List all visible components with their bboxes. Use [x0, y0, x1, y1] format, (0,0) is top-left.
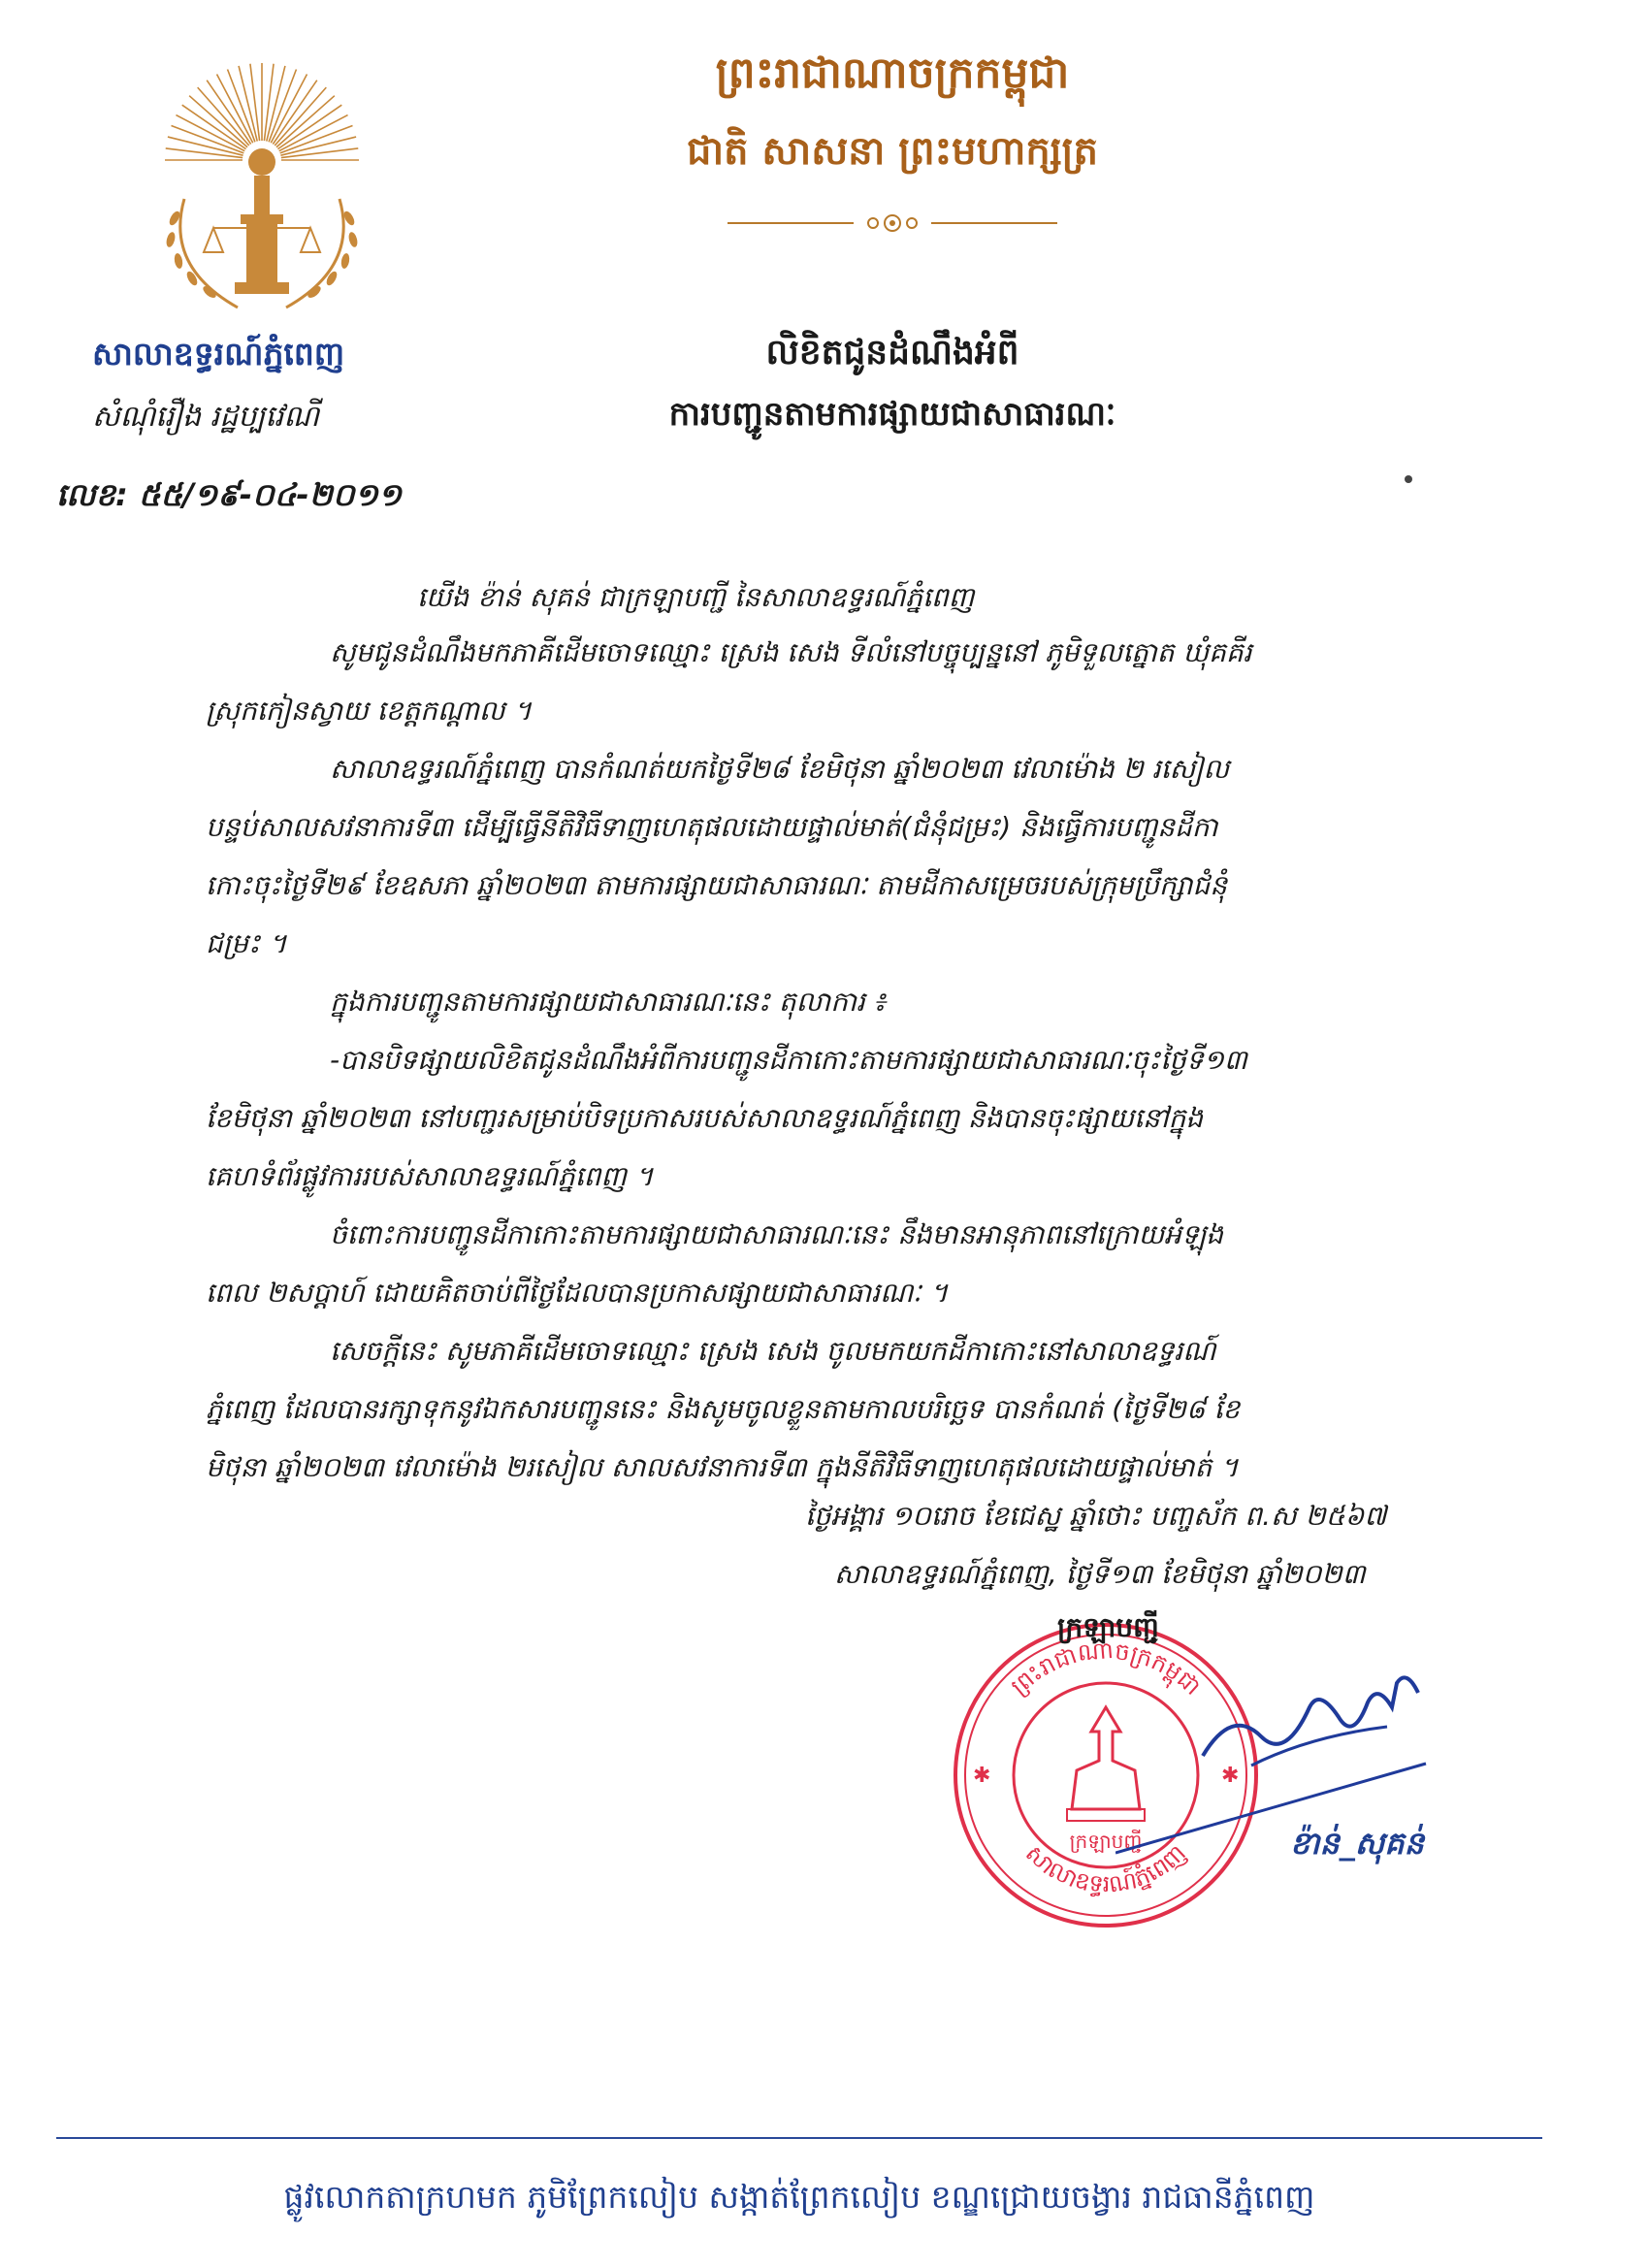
document-subtitle: ការបញ្ជូនតាមការផ្សាយជាសាធារណៈ: [668, 395, 1116, 434]
lunar-date: ថ្ងៃអង្គារ ១០រោច ខែជេស្ឋ ឆ្នាំថោះ បញ្ចស័ក ព.ស ២៥៦៧: [805, 1500, 1387, 1532]
body-paragraph-hearing: សាលាឧទ្ធរណ៍ភ្នំពេញ បានកំណត់យកថ្ងៃទី២៨ ខែមិថុនា ឆ្នាំ២០២៣ វេលាម៉ោង ២ រសៀល: [330, 753, 1230, 785]
body-paragraph-summons-cont: មិថុនា ឆ្នាំ២០២៣ វេលាម៉ោង ២រសៀល សាលសវនាការទី៣ ក្នុងនីតិវិធីទាញហេតុផលដោយផ្ទាល់មាត់ ។: [206, 1451, 1239, 1483]
body-paragraph-summons-cont: ភ្នំពេញ ដែលបានរក្សាទុកនូវឯកសារបញ្ជូននេះ និងសូមចូលខ្លួនតាមកាលបរិច្ឆេទ បានកំណត់ (ថ្ងៃទី២៨ ខែ: [206, 1393, 1241, 1425]
body-paragraph-hearing-cont: ជម្រះ ។: [206, 927, 287, 959]
footer-divider: [56, 2137, 1542, 2139]
body-paragraph-posted-cont: ខែមិថុនា ឆ្នាំ២០២៣ នៅបញ្ជរសម្រាប់បិទប្រកាសរបស់សាលាឧទ្ធរណ៍ភ្នំពេញ និងបានចុះផ្សាយនៅក្នុង: [206, 1102, 1204, 1134]
stray-mark: [1405, 475, 1412, 483]
footer-address: ផ្លូវលោកតាក្រហមក ភូមិព្រែកលៀប សង្កាត់ព្រែកលៀប ខណ្ឌជ្រោយចង្វារ រាជធានីភ្នំពេញ: [283, 2178, 1315, 2216]
body-paragraph-notice-cont: ស្រុកកៀនស្វាយ ខេត្តកណ្ដាល ។: [206, 695, 532, 727]
body-paragraph-hearing-cont: បន្ទប់សាលសវនាការទី៣ ដើម្បីធ្វើនីតិវិធីទាញហេតុផលដោយផ្ទាល់មាត់(ជំនុំជម្រះ) និងធ្វើការបញ្ជូនដីកា: [206, 811, 1218, 843]
body-paragraph-notice: សូមជូនដំណឹងមកភាគីដើមចោទឈ្មោះ ស្រេង សេង ទីលំនៅបច្ចុប្បន្ននៅ ភូមិទួលត្នោត ឃុំគគីរ: [330, 636, 1252, 668]
signer-name: ខ៉ាន់_សុគន់: [1290, 1825, 1424, 1862]
document-title: លិខិតជូនដំណឹងអំពី: [765, 333, 1019, 373]
national-motto: ជាតិ សាសនា ព្រះមហាក្សត្រ: [687, 128, 1098, 174]
svg-text:✱: ✱: [1221, 1764, 1240, 1788]
kingdom-title: ព្រះរាជាណាចក្រកម្ពុជា: [715, 49, 1070, 98]
issue-place-date: សាលាឧទ្ធរណ៍ភ្នំពេញ, ថ្ងៃទី១៣ ខែមិថុនា ឆ្នាំ២០២៣: [834, 1558, 1366, 1590]
body-paragraph-hearing-cont: កោះចុះថ្ងៃទី២៩ ខែឧសភា ឆ្នាំ២០២៣ តាមការផ្សាយជាសាធារណៈ តាមដីកាសម្រេចរបស់ក្រុមប្រឹក្សាជំនុំ: [206, 869, 1227, 901]
svg-text:✱: ✱: [973, 1764, 991, 1788]
court-name: សាលាឧទ្ធរណ៍ភ្នំពេញ: [92, 335, 345, 373]
body-paragraph-effect: ចំពោះការបញ្ជូនដីកាកោះតាមការផ្សាយជាសាធារណៈនេះ នឹងមានអានុភាពនៅក្រោយអំឡុង: [330, 1218, 1224, 1250]
body-paragraph-effect-cont: ពេល ២សប្ដាហ៍ ដោយគិតចាប់ពីថ្ងៃដែលបានប្រកាសផ្សាយជាសាធារណៈ ។: [206, 1277, 949, 1309]
svg-text:សាលាឧទ្ធរណ៍ភ្នំពេញ: សាលាឧទ្ធរណ៍ភ្នំពេញ: [1019, 1838, 1191, 1898]
header-ornament: [718, 209, 1067, 238]
body-paragraph-posted-cont: គេហទំព័រផ្លូវការរបស់សាលាឧទ្ធរណ៍ភ្នំពេញ ។: [206, 1160, 654, 1192]
body-paragraph-posted: -បានបិទផ្សាយលិខិតជូនដំណឹងអំពីការបញ្ជូនដីកាកោះតាមការផ្សាយជាសាធារណៈចុះថ្ងៃទី១៣: [330, 1044, 1247, 1076]
signer-title: ក្រឡាបញ្ជី: [1057, 1611, 1159, 1643]
svg-text:ក្រឡាបញ្ជី: ក្រឡាបញ្ជី: [1069, 1830, 1143, 1853]
reference-number: លេខ: ៥៥/១៩-០៤-២០១១: [56, 476, 402, 513]
body-intro: យើង ខ៉ាន់ សុគន់ ជាក្រឡាបញ្ជី នៃសាលាឧទ្ធរណ៍ភ្នំពេញ: [417, 581, 975, 613]
body-paragraph-publication: ក្នុងការបញ្ជូនតាមការផ្សាយជាសាធារណៈនេះ តុលាការ ៖: [330, 986, 886, 1018]
court-emblem: [146, 53, 378, 325]
case-division: សំណុំរឿង រដ្ឋប្បវេណី: [92, 400, 319, 434]
svg-text:ព្រះរាជាណាចក្រកម្ពុជា: ព្រះរាជាណាចក្រកម្ពុជា: [1005, 1636, 1207, 1701]
body-paragraph-summons: សេចក្ដីនេះ សូមភាគីដើមចោទឈ្មោះ ស្រេង សេង ចូលមកយកដីកាកោះនៅសាលាឧទ្ធរណ៍: [330, 1335, 1216, 1367]
